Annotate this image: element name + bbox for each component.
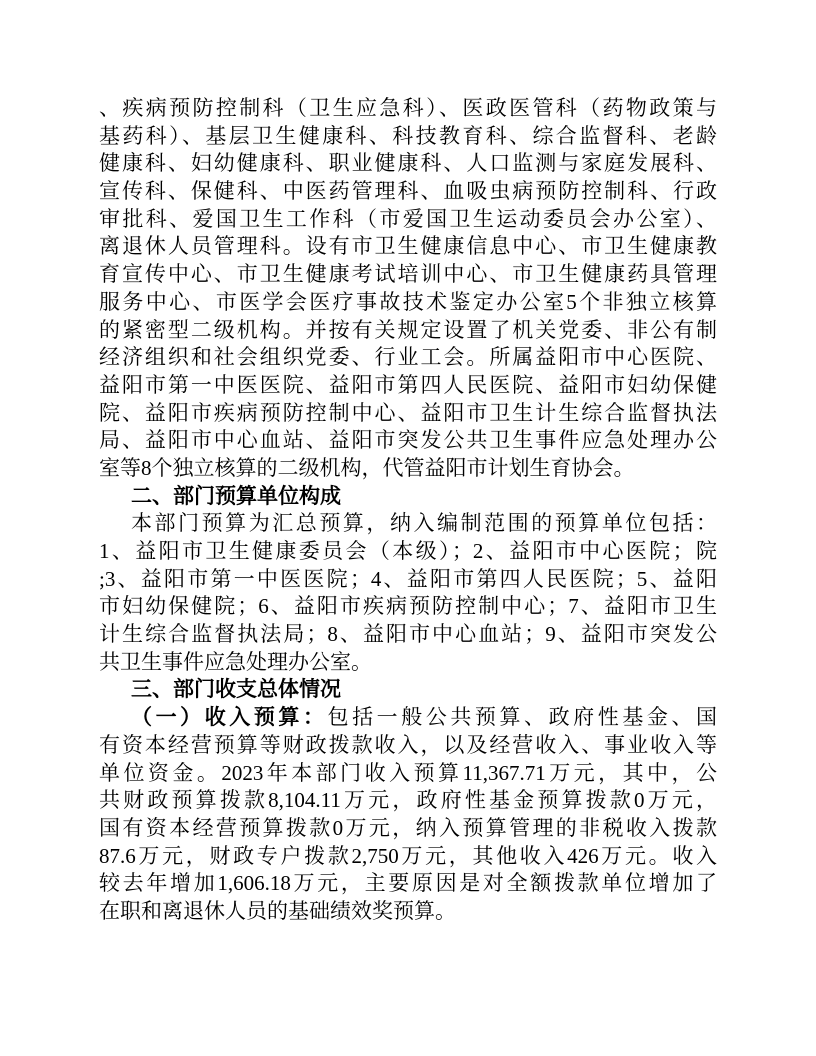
text-line [99, 732, 717, 760]
text-line [99, 870, 717, 898]
bold-text-run: （一）收入预算： [131, 706, 328, 730]
text-line [99, 289, 717, 317]
text-run: 市妇幼保健院；6、益阳市疾病预防控制中心；7、益阳市卫生 [99, 594, 717, 619]
text-run: ;3、益阳市第一中医医院；4、益阳市第四人民医院；5、益阳 [99, 566, 717, 591]
text-run: 基药科）、基层卫生健康科、科技教育科、综合监督科、老龄 [99, 123, 717, 148]
text-run: 在职和离退休人员的基础绩效奖预算。 [99, 898, 456, 923]
text-line [99, 261, 717, 289]
text-run: 计生综合监督执法局；8、益阳市中心血站；9、益阳市突发公 [99, 622, 717, 647]
text-line [99, 455, 717, 483]
text-line [99, 649, 717, 677]
text-run: 本部门预算为汇总预算，纳入编制范围的预算单位包括： [131, 511, 717, 536]
text-line [99, 538, 717, 566]
text-run: 离退休人员管理科。设有市卫生健康信息中心、市卫生健康教 [99, 234, 717, 259]
text-line [99, 593, 717, 621]
text-line [99, 372, 717, 400]
text-line [99, 787, 717, 815]
text-run: 较去年增加1,606.18万元，主要原因是对全额拨款单位增加了 [99, 871, 717, 896]
text-line [99, 123, 717, 151]
text-run: 的紧密型二级机构。并按有关规定设置了机关党委、非公有制 [99, 317, 717, 342]
text-line [99, 150, 717, 178]
text-line [99, 843, 717, 871]
bold-text-run: 三、部门收支总体情况 [131, 678, 341, 702]
text-run: 局、益阳市中心血站、益阳市突发公共卫生事件应急处理办公 [99, 428, 717, 453]
text-line [99, 510, 717, 538]
text-run: 有资本经营预算等财政拨款收入，以及经营收入、事业收入等 [99, 732, 717, 757]
text-run: 1、益阳市卫生健康委员会（本级）；2、益阳市中心医院；院 [99, 539, 717, 563]
text-line [99, 206, 717, 234]
bold-text-run: 二、部门预算单位构成 [131, 484, 341, 508]
text-run: 宣传科、保健科、中医药管理科、血吸虫病预防控制科、行政 [99, 179, 717, 204]
text-line [99, 621, 717, 649]
text-run: 共卫生事件应急处理办公室。 [99, 649, 372, 674]
text-line [99, 178, 717, 206]
text-run: 院、益阳市疾病预防控制中心、益阳市卫生计生综合监督执法 [99, 400, 717, 425]
text-line [99, 427, 717, 455]
section-heading [99, 676, 717, 704]
text-line [99, 344, 717, 372]
text-run: 审批科、爱国卫生工作科（市爱国卫生运动委员会办公室）、 [99, 206, 717, 231]
text-run: 、疾病预防控制科（卫生应急科）、医政医管科（药物政策与 [99, 96, 717, 120]
text-run: 国有资本经营预算拨款0万元，纳入预算管理的非税收入拨款 [99, 815, 717, 840]
text-run: 87.6万元，财政专户拨款2,750万元，其他收入426万元。收入 [99, 843, 717, 868]
text-line [99, 400, 717, 428]
text-run: 育宣传中心、市卫生健康考试培训中心、市卫生健康药具管理 [99, 262, 717, 287]
text-line [99, 704, 717, 732]
text-run: 包括一般公共预算、政府性基金、国 [327, 705, 718, 730]
text-line [99, 898, 717, 926]
text-line [99, 95, 717, 123]
text-line [99, 317, 717, 345]
text-line [99, 760, 717, 788]
text-run: 益阳市第一中医医院、益阳市第四人民医院、益阳市妇幼保健 [99, 372, 717, 397]
text-run: 经济组织和社会组织党委、行业工会。所属益阳市中心医院、 [99, 345, 717, 370]
text-line [99, 815, 717, 843]
text-run: 单位资金。2023年本部门收入预算11,367.71万元，其中，公 [99, 760, 717, 785]
text-run: 室等8个独立核算的二级机构，代管益阳市计划生育协会。 [99, 455, 635, 480]
text-line [99, 233, 717, 261]
section-heading [99, 483, 717, 511]
text-run: 健康科、妇幼健康科、职业健康科、人口监测与家庭发展科、 [99, 151, 717, 176]
text-run: 服务中心、市医学会医疗事故技术鉴定办公室5个非独立核算 [99, 289, 717, 314]
text-line [99, 566, 717, 594]
document-body [99, 95, 717, 926]
text-run: 共财政预算拨款8,104.11万元，政府性基金预算拨款0万元， [99, 788, 717, 813]
